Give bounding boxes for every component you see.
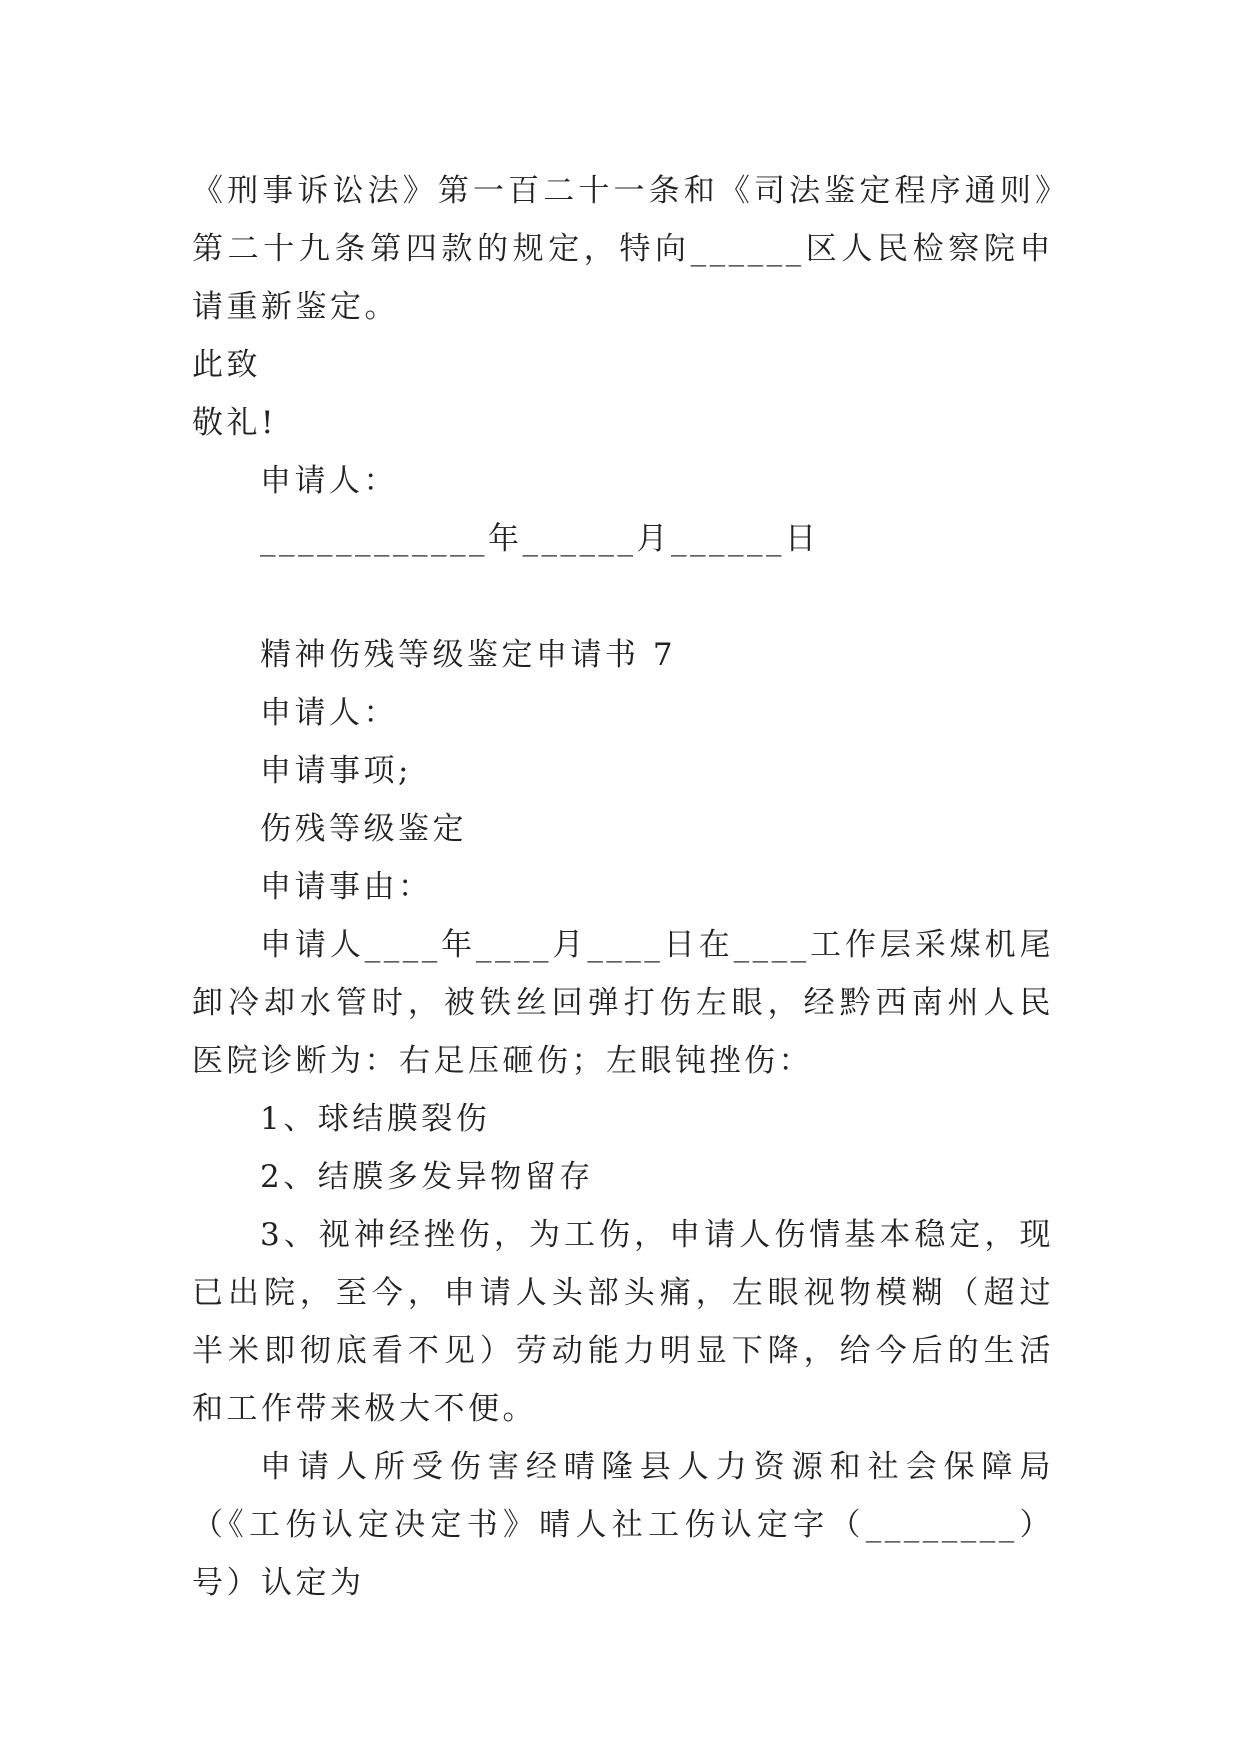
request-reason-label: 申请事由： (260, 869, 433, 905)
paragraph-injury-determination: 申请人所受伤害经晴隆县人力资源和社会保障局（《工伤认定决定书》晴人社工伤认定字（________）号）认定为 (192, 1449, 1054, 1601)
paragraph-regards: 敬礼! (192, 405, 277, 441)
paragraph-incident: 申请人____年____月____日在____工作层采煤机尾卸冷却水管时，被铁丝回弹打伤左眼，经黔西南州人民医院诊断为：右足压砸伤；左眼钝挫伤： (192, 927, 1054, 1079)
diagnosis-item-1: 1、球结膜裂伤 (260, 1101, 491, 1137)
paragraph-legal-basis: 《刑事诉讼法》第一百二十一条和《司法鉴定程序通则》第二十九条第四款的规定，特向______区人民检察院申请重新鉴定。 (192, 173, 1054, 325)
applicant-signature-label: 申请人： (260, 463, 398, 499)
section-gap (192, 568, 1054, 626)
diagnosis-item-2: 2、结膜多发异物留存 (260, 1159, 594, 1195)
diagnosis-item-3: 3、视神经挫伤，为工伤，申请人伤情基本稳定，现已出院，至今，申请人头部头痛，左眼视物模糊（超过半米即彻底看不见）劳动能力明显下降，给今后的生活和工作带来极大不便。 (192, 1217, 1054, 1427)
signature-date-line: ____________年______月______日 (260, 521, 820, 557)
applicant-label: 申请人： (260, 695, 398, 731)
paragraph-salutation: 此致 (192, 347, 261, 383)
request-item: 伤残等级鉴定 (260, 811, 467, 847)
request-items-label: 申请事项; (260, 753, 412, 789)
document-page (192, 162, 1054, 1612)
section-title: 精神伤残等级鉴定申请书 7 (260, 637, 677, 673)
